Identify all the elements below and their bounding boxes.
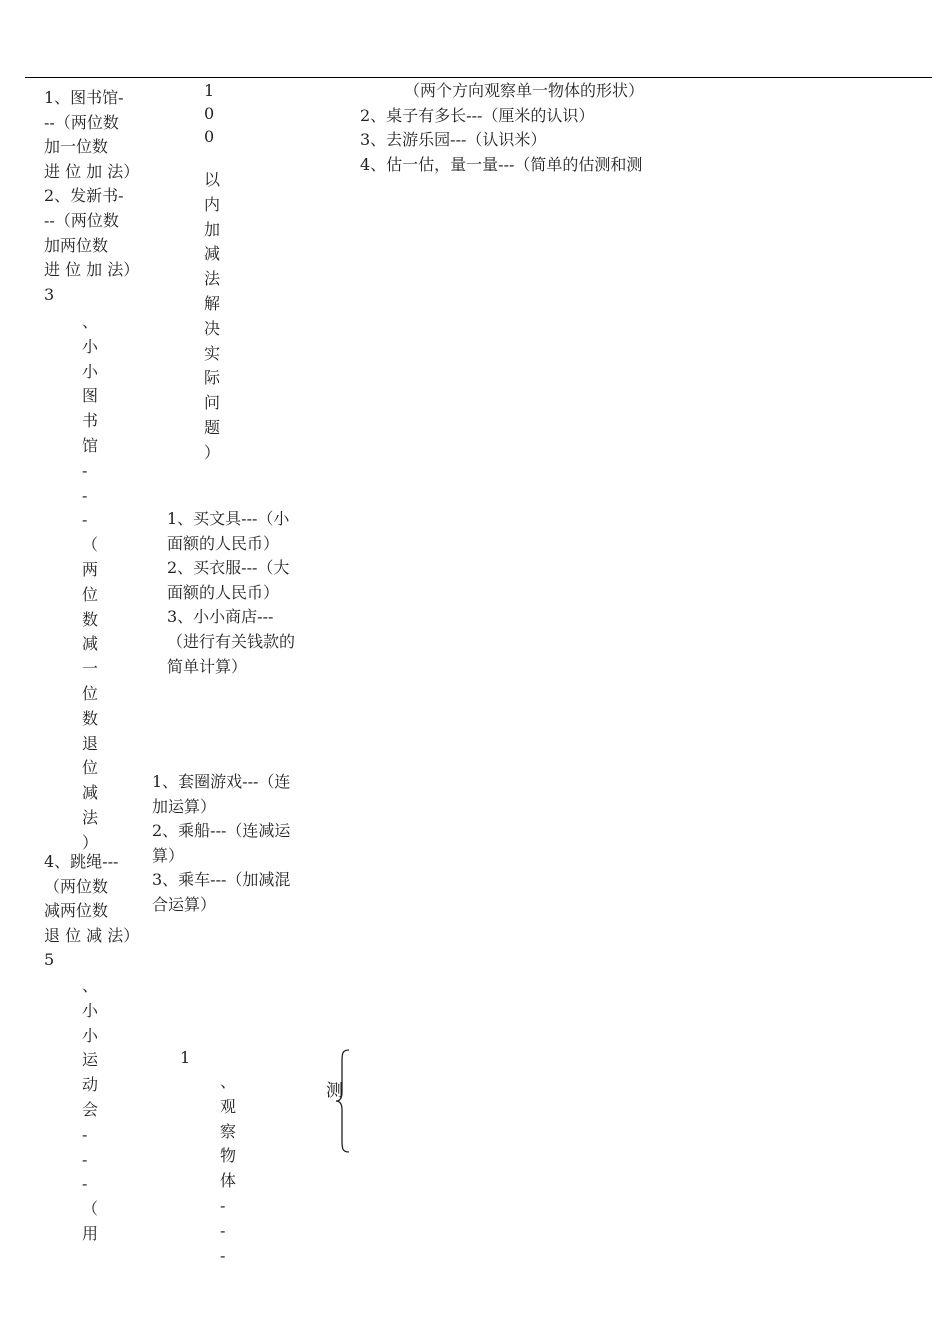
vertical-char: 以 — [204, 170, 221, 189]
vertical-char: 位 — [82, 584, 99, 604]
col2-observe-number — [180, 1046, 190, 1071]
vertical-char: - — [82, 510, 88, 530]
vertical-char: 动 — [82, 1075, 99, 1095]
col2-line: 算） — [152, 845, 185, 865]
vertical-char: 0 — [204, 104, 215, 123]
curly-brace-group — [326, 1048, 357, 1158]
col2-line: 面额的人民币） — [167, 533, 280, 553]
vertical-char: 小 — [82, 1025, 99, 1045]
vertical-char: ） — [82, 832, 99, 852]
vertical-char: 运 — [82, 1050, 99, 1070]
col3-line: 3、去游乐园---（认识米） — [360, 130, 547, 149]
vertical-char: 1 — [204, 81, 215, 100]
col2-operations-section — [152, 770, 290, 918]
vertical-char: 减 — [204, 244, 221, 264]
col3-line: 4、估一估，量一量---（简单的估测和测 — [360, 154, 643, 174]
vertical-char: 实 — [204, 343, 221, 363]
col1-line: 2、发新书- — [44, 186, 124, 206]
col1-line: 5 — [44, 950, 55, 970]
col1-line: 加两位数 — [44, 235, 109, 255]
vertical-char: 减 — [82, 634, 99, 654]
vertical-char: - — [220, 1220, 226, 1240]
col3-line: 2、桌子有多长---（厘米的认识） — [360, 105, 595, 125]
col2-line: 3、小小商店--- — [167, 607, 274, 627]
col3-text — [360, 79, 644, 177]
col1-line: --（两位数 — [44, 112, 119, 132]
vertical-char: 退 — [82, 733, 99, 753]
col1-line: 进 位 加 法） — [44, 260, 140, 280]
col2-line: 2、买衣服---（大 — [167, 558, 290, 578]
vertical-char: 问 — [204, 393, 221, 413]
col1-line: 进 位 加 法） — [44, 161, 140, 181]
vertical-char: 位 — [82, 683, 99, 703]
vertical-char: 解 — [204, 293, 221, 313]
vertical-char: 体 — [220, 1171, 237, 1191]
vertical-char: 际 — [204, 368, 221, 388]
vertical-char: 、 — [82, 312, 99, 331]
vertical-char: 加 — [204, 219, 221, 239]
vertical-char: （ — [82, 535, 99, 555]
vertical-char: 决 — [204, 318, 221, 338]
vertical-char: 数 — [82, 609, 99, 629]
vertical-char: 法 — [204, 269, 221, 289]
col2-line: 面额的人民币） — [167, 582, 280, 602]
col1-mid-text — [44, 850, 139, 973]
col2-vertical-100-heading — [204, 79, 220, 466]
curly-brace-icon — [333, 1048, 357, 1154]
vertical-char: - — [82, 485, 88, 505]
col1-line: 4、跳绳--- — [44, 852, 119, 871]
col2-vertical-observe — [220, 1070, 236, 1268]
col2-line: 合运算） — [152, 894, 217, 914]
col1-line: 减两位数 — [44, 901, 109, 921]
observe-number: 1 — [180, 1048, 191, 1067]
col1-top-text — [44, 86, 139, 307]
col2-line: 3、乘车---（加减混 — [152, 870, 291, 890]
col2-money-section — [167, 507, 295, 679]
vertical-char: 法 — [82, 807, 99, 827]
vertical-char: 内 — [204, 194, 221, 214]
col1-line: --（两位数 — [44, 210, 119, 230]
vertical-char: 两 — [82, 559, 99, 579]
col1-line: 加一位数 — [44, 137, 109, 157]
vertical-char: 、 — [82, 976, 99, 995]
vertical-char: 观 — [220, 1096, 237, 1116]
vertical-char: - — [82, 1149, 88, 1169]
top-rule — [25, 77, 932, 78]
vertical-char: 会 — [82, 1099, 99, 1119]
col1-line: 1、图书馆- — [44, 88, 124, 107]
vertical-char: - — [82, 1124, 88, 1144]
vertical-char: 数 — [82, 708, 99, 728]
vertical-char: - — [220, 1245, 226, 1265]
vertical-char: 、 — [220, 1072, 237, 1091]
vertical-char: 小 — [82, 336, 99, 356]
brace-character: 测 — [326, 1081, 343, 1101]
vertical-char: 书 — [82, 411, 99, 431]
col2-line: （进行有关钱款的 — [167, 631, 296, 651]
col3-line: （两个方向观察单一物体的形状） — [404, 81, 645, 100]
vertical-char: 小 — [82, 361, 99, 381]
col2-line: 1、套圈游戏---（连 — [152, 772, 291, 791]
col1-vertical-item5 — [82, 974, 98, 1247]
col1-line: 退 位 减 法） — [44, 925, 140, 945]
col1-vertical-item3 — [82, 310, 98, 856]
vertical-char: 小 — [82, 1000, 99, 1020]
vertical-char: - — [82, 1174, 88, 1194]
col2-line: 1、买文具---（小 — [167, 509, 290, 528]
vertical-char: （ — [82, 1199, 99, 1219]
vertical-char: 一 — [82, 659, 99, 679]
vertical-char: 馆 — [82, 435, 99, 455]
vertical-char: 图 — [82, 386, 99, 406]
col2-line: 简单计算） — [167, 656, 248, 676]
vertical-char: 题 — [204, 417, 221, 437]
vertical-char: 位 — [82, 758, 99, 778]
col1-line: （两位数 — [44, 876, 109, 896]
vertical-char: 减 — [82, 783, 99, 803]
vertical-char: 0 — [204, 127, 215, 146]
vertical-char: 察 — [220, 1121, 237, 1141]
vertical-char: - — [82, 460, 88, 480]
vertical-char — [204, 148, 220, 168]
vertical-char: 用 — [82, 1223, 99, 1243]
vertical-char: - — [220, 1195, 226, 1215]
col2-line: 加运算） — [152, 796, 217, 816]
col2-line: 2、乘船---（连减运 — [152, 821, 291, 841]
vertical-char: ） — [204, 442, 221, 462]
col1-line: 3 — [44, 284, 55, 304]
vertical-char: 物 — [220, 1146, 237, 1166]
